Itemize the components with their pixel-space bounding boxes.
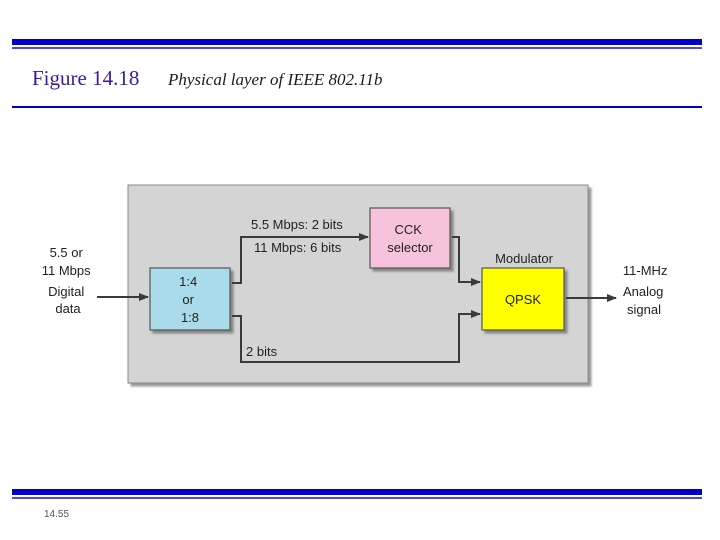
page-number: 14.55 bbox=[44, 509, 70, 520]
bottom-rule bbox=[12, 489, 702, 495]
svg-text:11-MHz Analog signal bbox=[623, 263, 671, 317]
figure-number: Figure 14.18 bbox=[32, 66, 140, 90]
path-label-11mbps: 11 Mbps: 6 bits bbox=[254, 240, 342, 255]
output-label-line2: Analog bbox=[622, 284, 664, 299]
output-label-line1: 11-MHz bbox=[622, 263, 668, 278]
splitter-label-line3: 1:8 bbox=[180, 310, 200, 325]
input-label-line1: 5.5 or bbox=[49, 245, 83, 260]
splitter-label-line2: or bbox=[182, 292, 194, 307]
modulator-label: Modulator bbox=[495, 251, 553, 266]
qpsk-label: QPSK bbox=[504, 292, 542, 307]
input-label-line2: 11 Mbps bbox=[41, 263, 91, 278]
svg-text:5.5 or 11 Mbps Digital bbox=[42, 245, 95, 316]
cck-label: CCK bbox=[394, 222, 422, 237]
input-label-line3: Digital bbox=[48, 284, 85, 299]
bottom-rule-thin bbox=[12, 497, 702, 499]
figure-caption: Physical layer of IEEE 802.11b bbox=[168, 70, 383, 89]
splitter-label-line1: 1:4 bbox=[179, 274, 198, 289]
input-label-line4: data bbox=[55, 301, 81, 316]
path-label-55mbps: 5.5 Mbps: 2 bits bbox=[251, 217, 343, 232]
path-label-2bits: 2 bits bbox=[246, 344, 278, 359]
cck-selector-box bbox=[370, 208, 450, 268]
selector-label: selector bbox=[387, 240, 433, 255]
output-label-line3: signal bbox=[627, 302, 661, 317]
